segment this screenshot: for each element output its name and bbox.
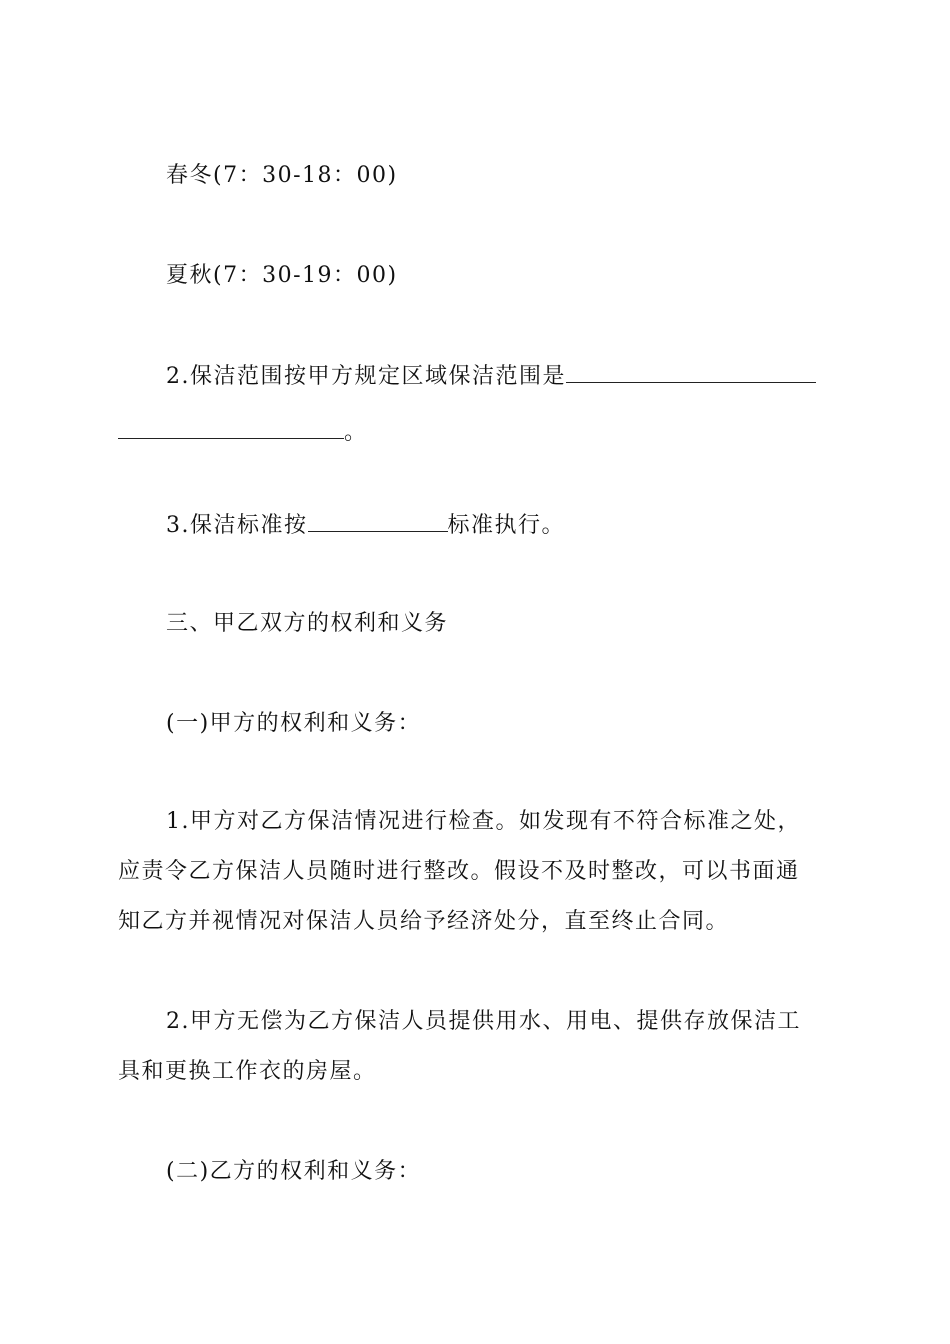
item-2-line-2 [118, 410, 838, 455]
cleaning-standard-blank [308, 503, 448, 532]
cleaning-scope-blank [566, 354, 816, 383]
party-a-item-1-line-3: 知乙方并视情况对保洁人员给予经济处分，直至终止合同。 [118, 909, 730, 934]
hours-summer-autumn: 夏秋(7：30-19：00) [166, 263, 398, 288]
party-a-item-1-line-2: 应责令乙方保洁人员随时进行整改。假设不及时整改，可以书面通 [118, 859, 800, 884]
item-3-line [166, 503, 838, 548]
party-b-heading: (二)乙方的权利和义务： [166, 1159, 422, 1184]
item-3-end: 标准执行。 [447, 513, 566, 538]
party-a-item-2-line-2: 具和更换工作衣的房屋。 [118, 1059, 377, 1084]
item-2-line-1 [166, 354, 838, 399]
item-3-text: 3.保洁标准按 [166, 513, 308, 538]
party-a-heading: (一)甲方的权利和义务： [166, 711, 422, 736]
cleaning-scope-blank-continued [118, 410, 344, 439]
hours-spring-winter: 春冬(7：30-18：00) [166, 163, 398, 188]
party-a-item-1-line-1: 1.甲方对乙方保洁情况进行检查。如发现有不符合标准之处， [166, 809, 801, 834]
item-2-text: 2.保洁范围按甲方规定区域保洁范围是 [166, 364, 566, 389]
party-a-item-2-line-1: 2.甲方无偿为乙方保洁人员提供用水、用电、提供存放保洁工 [166, 1009, 801, 1034]
section-3-heading: 三、甲乙双方的权利和义务 [166, 611, 449, 636]
item-2-end: 。 [344, 420, 368, 445]
